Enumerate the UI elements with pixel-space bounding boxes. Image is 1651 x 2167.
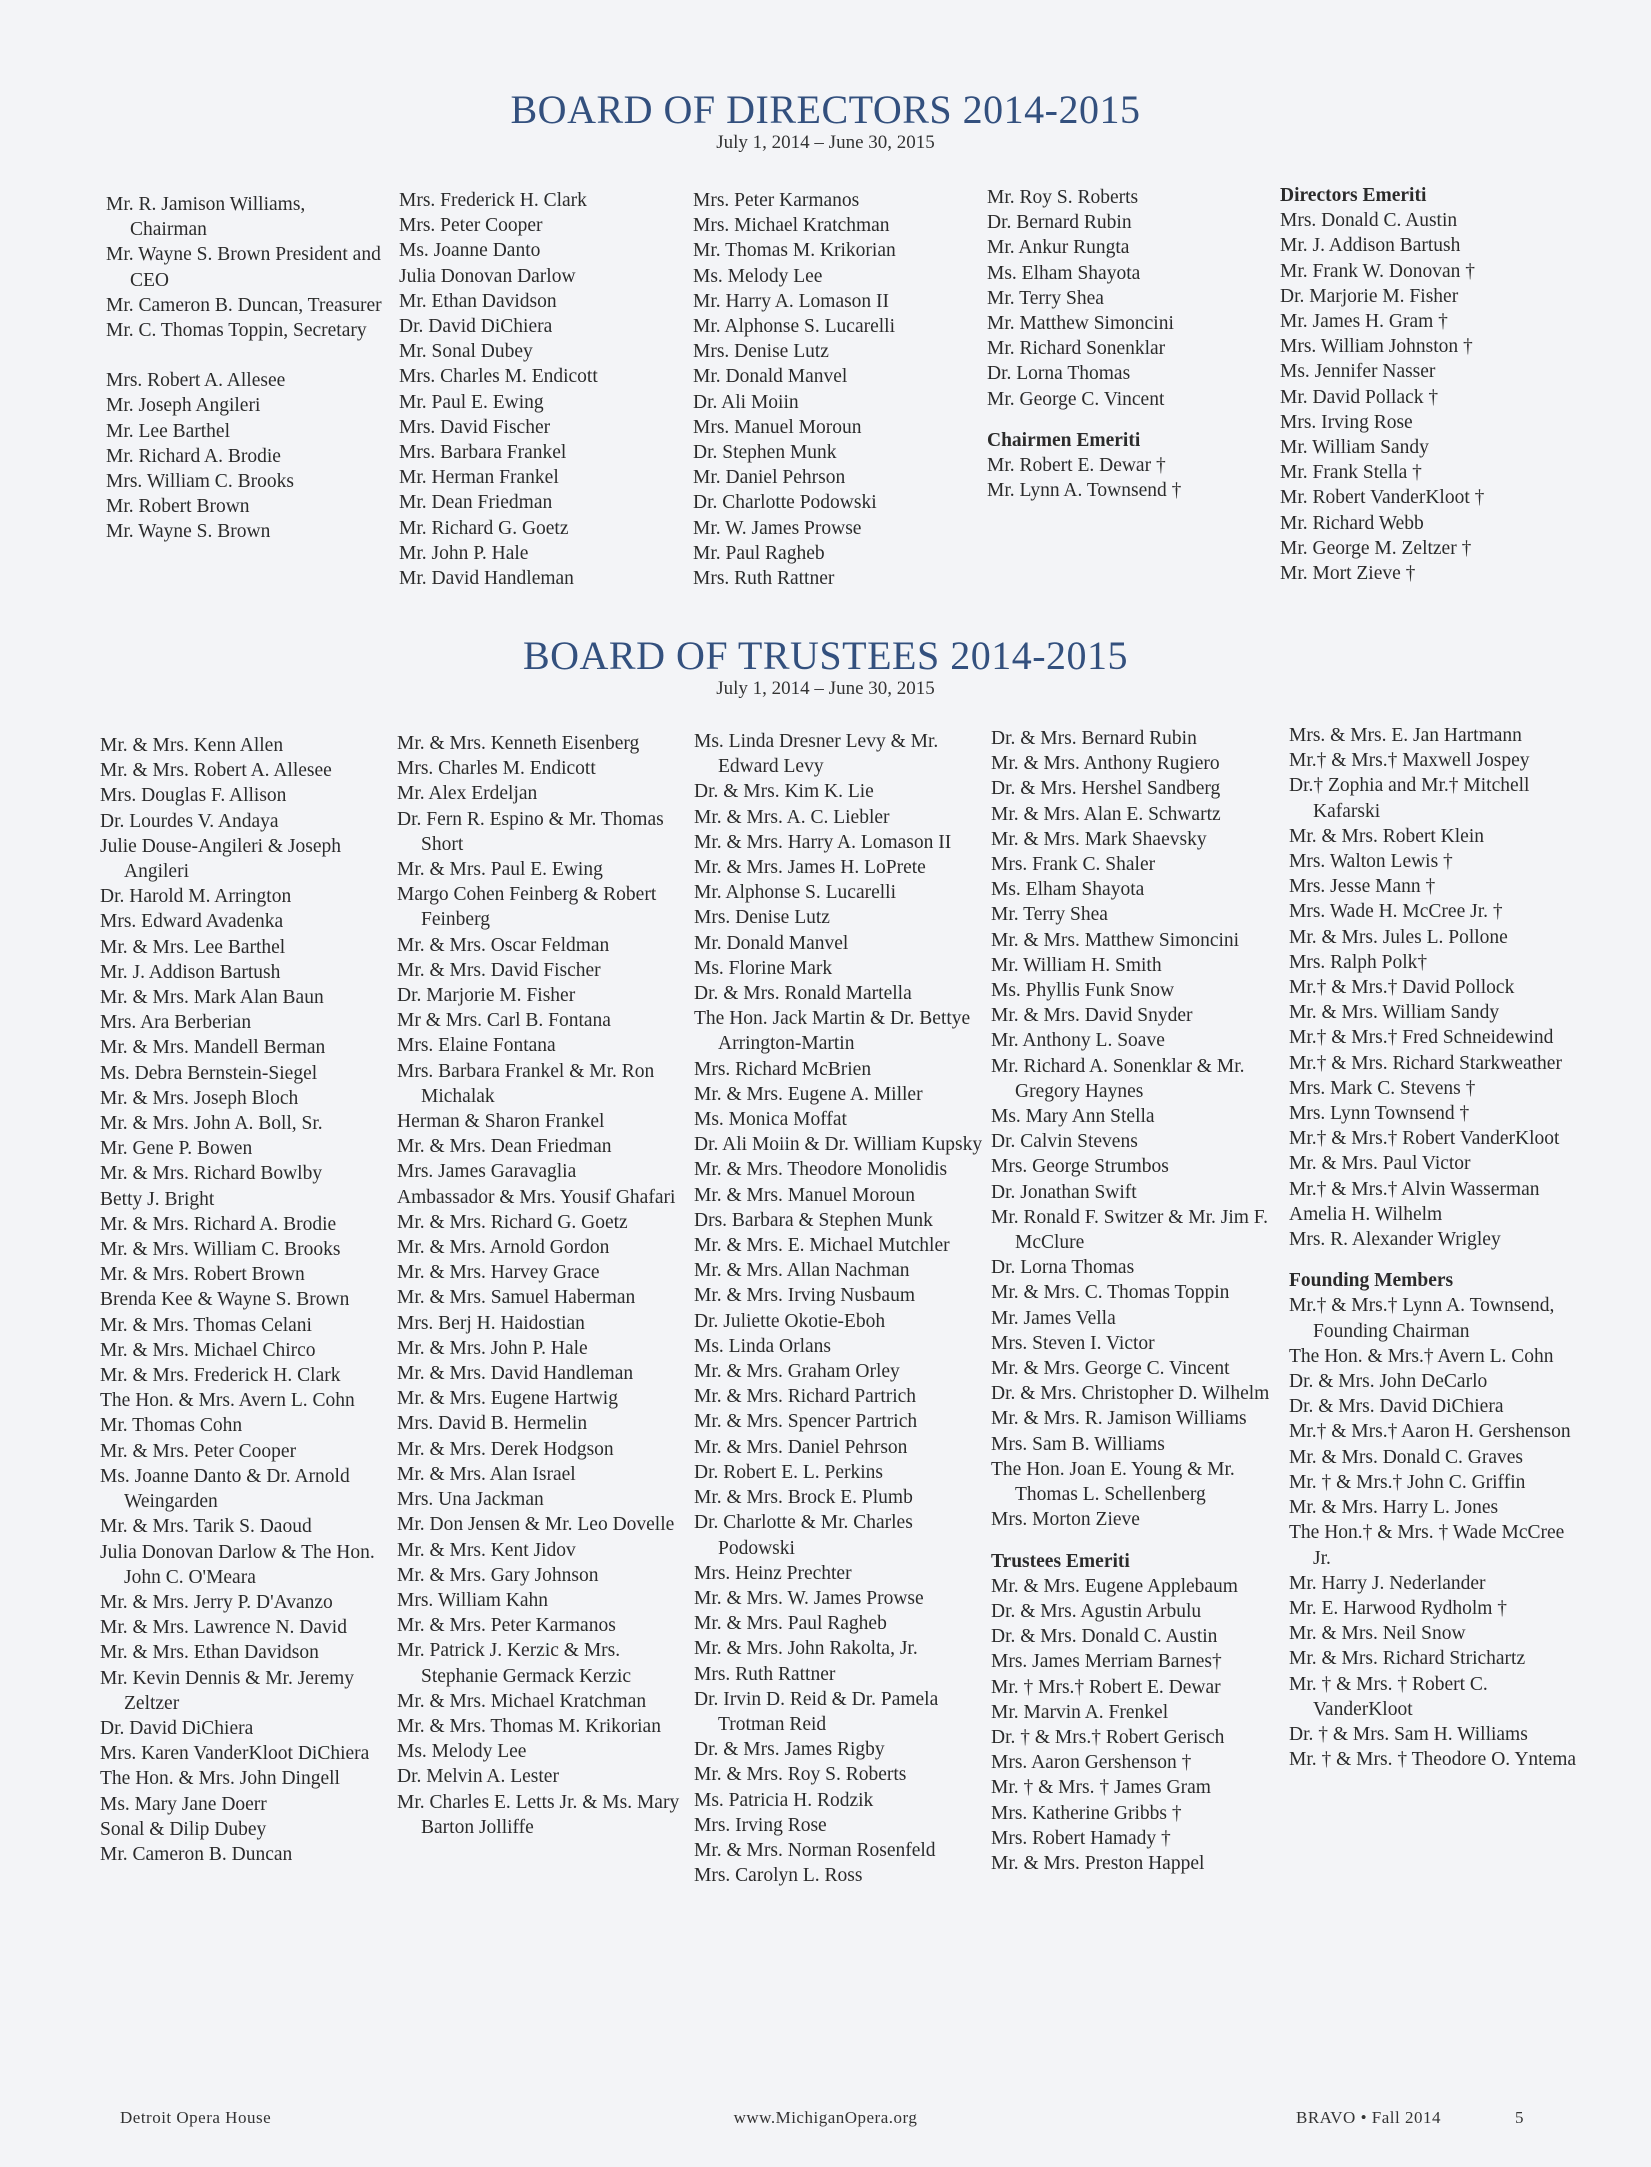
member-name: Mr. & Mrs. Thomas M. Krikorian <box>397 1715 661 1737</box>
member-name: Mrs. William Kahn <box>397 1589 549 1611</box>
member-name: Mrs. R. Alexander Wrigley <box>1289 1229 1501 1251</box>
member-name: Mr. Herman Frankel <box>399 467 559 489</box>
member-name: Mr. & Mrs. Kenn Allen <box>100 735 284 756</box>
member-name: Dr. Stephen Munk <box>693 442 837 464</box>
trustees-column-5 <box>1289 723 1579 1772</box>
member-name: Mr.† & Mrs.† Alvin Wasserman <box>1289 1178 1540 1200</box>
directors-list-4 <box>987 185 1267 412</box>
member-name: Brenda Kee & Wayne S. Brown <box>100 1289 350 1311</box>
member-name: Mr.† & Mrs.† Maxwell Jospey <box>1289 750 1530 772</box>
member-name: The Hon.† & Mrs. † Wade McCree Jr. <box>1289 1522 1565 1569</box>
member-name: Mrs. Katherine Gribbs † <box>991 1802 1182 1824</box>
member-name: Mr. Harry J. Nederlander <box>1289 1572 1486 1594</box>
member-name: Mr. Frank W. Donovan † <box>1280 260 1475 282</box>
member-name: Mrs. Michael Kratchman <box>693 215 890 237</box>
member-name: Mrs. James Garavaglia <box>397 1161 577 1183</box>
member-name: Mrs. Charles M. Endicott <box>397 758 596 780</box>
member-name: Mr. & Mrs. R. Jamison Williams <box>991 1408 1247 1430</box>
member-name: Mr. & Mrs. Arnold Gordon <box>397 1237 610 1259</box>
trustees-column-2 <box>397 731 687 1840</box>
trustees-column-3 <box>694 729 984 1888</box>
member-name: Mrs. Wade H. McCree Jr. † <box>1289 901 1503 923</box>
member-name: Mr.† & Mrs.† Lynn A. Townsend, Founding Chairman <box>1289 1295 1555 1342</box>
member-name: Mrs. Peter Karmanos <box>693 190 860 211</box>
member-name: Mr. & Mrs. David Handleman <box>397 1363 634 1385</box>
trustees-list-4 <box>991 726 1281 1533</box>
member-name: Mrs. Douglas F. Allison <box>100 785 287 807</box>
member-name: Mr. & Mrs. John P. Hale <box>397 1337 588 1359</box>
member-name: Mr. & Mrs. Anthony Rugiero <box>991 753 1220 775</box>
member-name: Dr. & Mrs. Christopher D. Wilhelm <box>991 1383 1270 1405</box>
member-name: Betty J. Bright <box>100 1188 215 1210</box>
member-name: Dr. David DiChiera <box>399 316 553 338</box>
member-name: Mr. & Mrs. Ethan Davidson <box>100 1642 319 1664</box>
member-name: Mr. Richard Sonenklar <box>987 338 1166 360</box>
directors-dates: July 1, 2014 – June 30, 2015 <box>716 132 935 153</box>
member-name: Mr. & Mrs. Frederick H. Clark <box>100 1365 341 1387</box>
member-name: Mr. Cameron B. Duncan, Treasurer <box>106 294 382 316</box>
member-name: Mrs. Manuel Moroun <box>693 416 862 438</box>
chairmen-emeriti-heading: Chairmen Emeriti <box>987 429 1141 451</box>
member-name: Mrs. & Mrs. E. Jan Hartmann <box>1289 725 1522 746</box>
member-name: Ms. Joanne Danto <box>399 240 541 262</box>
member-name: Ms. Patricia H. Rodzik <box>694 1789 874 1811</box>
member-name: Mr. & Mrs. Spencer Partrich <box>694 1411 918 1433</box>
member-name: Dr. Lorna Thomas <box>987 363 1131 385</box>
member-name: Mrs. Barbara Frankel <box>399 442 567 464</box>
member-name: Mr. Paul E. Ewing <box>399 391 544 413</box>
member-name: Mr. Alphonse S. Lucarelli <box>693 316 896 338</box>
member-name: Amelia H. Wilhelm <box>1289 1203 1443 1225</box>
member-name: Mr. Ronald F. Switzer & Mr. Jim F. McClure <box>991 1206 1268 1254</box>
member-name: Mrs. Steven I. Victor <box>991 1332 1155 1354</box>
member-name: Mr. J. Addison Bartush <box>100 961 281 983</box>
member-name: Mrs. Ara Berberian <box>100 1012 252 1034</box>
member-name: Dr. Melvin A. Lester <box>397 1766 559 1788</box>
directors-column-4 <box>987 185 1267 503</box>
member-name: Mr. James Vella <box>991 1307 1116 1329</box>
member-name: Mrs. Charles M. Endicott <box>399 366 598 388</box>
member-name: Dr. Charlotte & Mr. Charles Podowski <box>694 1512 913 1559</box>
member-name: Mr. & Mrs. Lee Barthel <box>100 936 286 958</box>
member-name: Mr. & Mrs. Robert Klein <box>1289 825 1484 847</box>
member-name: Mr. & Mrs. Robert Brown <box>100 1264 305 1286</box>
member-name: Mr. & Mrs. Robert A. Allesee <box>100 760 332 782</box>
member-name: Dr. David DiChiera <box>100 1717 254 1739</box>
trustees-emeriti-heading: Trustees Emeriti <box>991 1550 1130 1572</box>
member-name: Mr. & Mrs. Theodore Monolidis <box>694 1159 948 1181</box>
member-name: Mr. & Mrs. Neil Snow <box>1289 1623 1466 1645</box>
member-name: Mrs. Edward Avadenka <box>100 911 284 933</box>
member-name: Mr. & Mrs. Richard Strichartz <box>1289 1648 1526 1670</box>
member-name: Mr. & Mrs. W. James Prowse <box>694 1587 924 1609</box>
trustees-column-1 <box>100 733 390 1867</box>
member-name: Mrs. Frank C. Shaler <box>991 854 1156 876</box>
member-name: Mr. Terry Shea <box>987 287 1104 309</box>
member-name: Mr. & Mrs. Kent Jidov <box>397 1539 576 1561</box>
member-name: Mr. David Handleman <box>399 568 574 590</box>
member-name: Mr. & Mrs. Richard Bowlby <box>100 1163 323 1185</box>
member-name: Mr. & Mrs. John Rakolta, Jr. <box>694 1638 918 1660</box>
member-name: Mr. W. James Prowse <box>693 517 862 539</box>
member-name: Dr. & Mrs. Bernard Rubin <box>991 728 1197 749</box>
member-name: Dr. & Mrs. John DeCarlo <box>1289 1371 1488 1393</box>
member-name: Mr. & Mrs. Mark Shaevsky <box>991 828 1207 850</box>
member-name: Mr. & Mrs. Alan E. Schwartz <box>991 803 1221 825</box>
member-name: Mr. David Pollack † <box>1280 386 1439 408</box>
member-name: Ms. Melody Lee <box>397 1741 527 1763</box>
member-name: Mrs. Jesse Mann † <box>1289 876 1436 898</box>
founding-members-heading: Founding Members <box>1289 1270 1454 1292</box>
member-name: Mrs. Sam B. Williams <box>991 1433 1165 1455</box>
member-name: Mrs. Ralph Polk† <box>1289 951 1428 973</box>
member-name: Mr.† & Mrs.† Fred Schneidewind <box>1289 1027 1554 1049</box>
member-name: Dr. Bernard Rubin <box>987 212 1132 234</box>
member-name: Dr. † & Mrs.† Robert Gerisch <box>991 1726 1225 1748</box>
member-name: Mr. Gene P. Bowen <box>100 1138 253 1160</box>
member-name: Ms. Melody Lee <box>693 265 823 287</box>
member-name: Julie Douse-Angileri & Joseph Angileri <box>100 835 342 883</box>
member-name: Ms. Mary Ann Stella <box>991 1106 1155 1128</box>
member-name: Mr. & Mrs. Derek Hodgson <box>397 1438 614 1460</box>
directors-emeriti-heading: Directors Emeriti <box>1280 185 1427 206</box>
member-name: Dr. & Mrs. Kim K. Lie <box>694 781 874 803</box>
member-name: Mrs. David B. Hermelin <box>397 1413 588 1435</box>
member-name: Mr. & Mrs. Harry L. Jones <box>1289 1497 1499 1519</box>
member-name: Mr. & Mrs. James H. LoPrete <box>694 857 926 879</box>
member-name: Mrs. Denise Lutz <box>694 907 830 929</box>
member-name: Mr. Wayne S. Brown <box>106 521 271 543</box>
footer-venue: Detroit Opera House <box>120 2108 272 2127</box>
member-name: Mr. Harry A. Lomason II <box>693 290 890 312</box>
member-name: Mr. & Mrs. David Fischer <box>397 959 601 981</box>
member-name: Mr. & Mrs. Daniel Pehrson <box>694 1436 908 1458</box>
member-name: Mr. George C. Vincent <box>987 388 1165 410</box>
member-name: Mr. & Mrs. John A. Boll, Sr. <box>100 1113 323 1135</box>
member-name: Mr.† & Mrs. Richard Starkweather <box>1289 1052 1562 1074</box>
member-name: Mr. & Mrs. Kenneth Eisenberg <box>397 733 640 754</box>
member-name: Dr. Charlotte Podowski <box>693 492 877 514</box>
member-name: Mr. George M. Zeltzer † <box>1280 537 1472 559</box>
member-name: Dr. Ali Moiin & Dr. William Kupsky <box>694 1134 983 1156</box>
member-name: Mr. & Mrs. Joseph Bloch <box>100 1087 299 1109</box>
member-name: Mrs. Ruth Rattner <box>693 568 835 590</box>
member-name: Mr. & Mrs. C. Thomas Toppin <box>991 1282 1230 1304</box>
directors-column-3 <box>693 188 973 591</box>
member-name: Mr. Donald Manvel <box>694 932 849 954</box>
member-name: Mr. Ethan Davidson <box>399 290 557 312</box>
member-name: Mr. & Mrs. Oscar Feldman <box>397 934 610 956</box>
member-name: Mr. Alphonse S. Lucarelli <box>694 882 897 904</box>
member-name: Mrs. Peter Cooper <box>399 215 543 237</box>
member-name: Mrs. Robert Hamady † <box>991 1827 1171 1849</box>
member-name: Mr. & Mrs. Roy S. Roberts <box>694 1764 907 1786</box>
member-name: Mr. Paul Ragheb <box>693 542 825 564</box>
member-name: Mr. & Mrs. Brock E. Plumb <box>694 1487 913 1509</box>
member-name: Ms. Florine Mark <box>694 957 833 979</box>
member-name: Mr. & Mrs. Irving Nusbaum <box>694 1285 915 1307</box>
footer-publication: BRAVO • Fall 2014 <box>1296 2108 1441 2127</box>
member-name: Dr. Ali Moiin <box>693 391 799 413</box>
footer-website[interactable]: www.MichiganOpera.org <box>733 2108 918 2127</box>
page-number: 5 <box>1515 2108 1524 2127</box>
member-name: Mrs. David Fischer <box>399 416 551 438</box>
member-name: Mrs. Denise Lutz <box>693 341 829 363</box>
member-name: Ms. Elham Shayota <box>991 879 1145 901</box>
member-name: Mr. & Mrs. E. Michael Mutchler <box>694 1235 950 1257</box>
member-name: Mrs. Walton Lewis † <box>1289 851 1453 873</box>
member-name: The Hon. & Mrs.† Avern L. Cohn <box>1289 1345 1554 1367</box>
member-name: Ms. Phyllis Funk Snow <box>991 980 1175 1002</box>
member-name: Mr. † & Mrs. † Robert C. VanderKloot <box>1289 1673 1488 1720</box>
member-name: Mr. Richard A. Sonenklar & Mr. Gregory Haynes <box>991 1055 1245 1102</box>
member-name: Mrs. Mark C. Stevens † <box>1289 1077 1476 1099</box>
member-name: Mr. & Mrs. Peter Cooper <box>100 1440 297 1462</box>
member-name: Sonal & Dilip Dubey <box>100 1818 267 1840</box>
member-name: Mr. & Mrs. Eugene A. Miller <box>694 1083 923 1105</box>
member-name: Mr. Thomas Cohn <box>100 1415 243 1437</box>
member-name: The Hon. Jack Martin & Dr. Bettye Arrington-Martin <box>694 1008 971 1055</box>
member-name: Mr. † & Mrs.† John C. Griffin <box>1289 1471 1526 1493</box>
member-name: Mr. & Mrs. Dean Friedman <box>397 1136 612 1158</box>
member-name: Mr. & Mrs. Matthew Simoncini <box>991 929 1240 951</box>
member-name: Mr. Dean Friedman <box>399 492 553 514</box>
member-name: Ms. Debra Bernstein-Siegel <box>100 1062 318 1084</box>
member-name: Mr. Charles E. Letts Jr. & Ms. Mary Barton Jolliffe <box>397 1791 680 1838</box>
member-name: Mr. & Mrs. Norman Rosenfeld <box>694 1839 936 1861</box>
member-name: Mr. & Mrs. Gary Johnson <box>397 1564 599 1586</box>
member-name: Mr. † & Mrs. † Theodore O. Yntema <box>1289 1749 1577 1771</box>
member-name: Mr.† & Mrs.† David Pollock <box>1289 977 1515 999</box>
member-name: Mrs. Morton Zieve <box>991 1509 1140 1531</box>
member-name: Mrs. George Strumbos <box>991 1156 1169 1178</box>
directors-column-5 <box>1280 183 1560 586</box>
member-name: Mr. Anthony L. Soave <box>991 1030 1165 1052</box>
member-name: Mr. & Mrs. Preston Happel <box>991 1852 1205 1874</box>
member-name: Mr. Patrick J. Kerzic & Mrs. Stephanie Germack Kerzic <box>397 1640 632 1687</box>
member-name: Julia Donovan Darlow <box>399 265 576 287</box>
member-name: Mrs. Elaine Fontana <box>397 1035 556 1057</box>
member-name: Mr. Ankur Rungta <box>987 237 1130 259</box>
list-spacer <box>106 343 386 368</box>
member-name: Mrs. Una Jackman <box>397 1489 544 1511</box>
member-name: Mr. Robert Brown <box>106 496 250 518</box>
trustees-dates: July 1, 2014 – June 30, 2015 <box>716 678 935 699</box>
member-name: Mrs. Berj H. Haidostian <box>397 1312 585 1334</box>
member-name: Mr. & Mrs. Richard A. Brodie <box>100 1213 337 1235</box>
member-name: Mr. & Mrs. Paul Ragheb <box>694 1613 887 1635</box>
member-name: Mr. & Mrs. Thomas Celani <box>100 1314 312 1336</box>
member-name: Mr. Donald Manvel <box>693 366 848 388</box>
directors-emeriti-list <box>1280 208 1560 586</box>
member-name: Mr. Matthew Simoncini <box>987 313 1174 335</box>
member-name: Dr. Robert E. L. Perkins <box>694 1461 884 1483</box>
member-name: Ms. Jennifer Nasser <box>1280 361 1436 383</box>
member-name: Mrs. Frederick H. Clark <box>399 190 587 211</box>
member-name: Mr. & Mrs. Donald C. Graves <box>1289 1446 1523 1468</box>
directors-column-1 <box>106 192 386 545</box>
member-name: Dr. Irvin D. Reid & Dr. Pamela Trotman Reid <box>694 1688 939 1735</box>
member-name: Mr. & Mrs. Richard Partrich <box>694 1386 917 1408</box>
member-name: Mr. Richard G. Goetz <box>399 517 569 539</box>
member-name: Mr. & Mrs. A. C. Liebler <box>694 806 890 828</box>
member-name: Mr. Daniel Pehrson <box>693 467 846 489</box>
member-name: Ms. Mary Jane Doerr <box>100 1793 267 1815</box>
member-name: Mr. Joseph Angileri <box>106 395 261 417</box>
member-name: Mr. & Mrs. Michael Kratchman <box>397 1690 647 1712</box>
member-name: Dr. & Mrs. Agustin Arbulu <box>991 1600 1202 1622</box>
member-name: Mr. Kevin Dennis & Mr. Jeremy Zeltzer <box>100 1667 355 1714</box>
member-name: Mrs. Ruth Rattner <box>694 1663 836 1685</box>
member-name: Mrs. Donald C. Austin <box>1280 210 1458 232</box>
member-name: Mr. & Mrs. Peter Karmanos <box>397 1615 616 1637</box>
member-name: Mr. Wayne S. Brown President and CEO <box>106 244 381 291</box>
member-name: Dr. Lourdes V. Andaya <box>100 810 279 832</box>
member-name: Mr. Don Jensen & Mr. Leo Dovelle <box>397 1514 675 1536</box>
member-name: Mr. Terry Shea <box>991 904 1108 926</box>
member-name: Dr. & Mrs. Donald C. Austin <box>991 1626 1218 1648</box>
member-name: The Hon. & Mrs. Avern L. Cohn <box>100 1390 355 1412</box>
member-name: Mr. Sonal Dubey <box>399 341 533 363</box>
member-name: Mr. Cameron B. Duncan <box>100 1843 293 1865</box>
member-name: Mrs. Carolyn L. Ross <box>694 1865 863 1887</box>
member-name: Mrs. Barbara Frankel & Mr. Ron Michalak <box>397 1060 655 1107</box>
member-name: Mr. Richard Webb <box>1280 512 1424 534</box>
member-name: Mr. & Mrs. Harvey Grace <box>397 1262 600 1284</box>
member-name: Mr. & Mrs. Allan Nachman <box>694 1260 910 1282</box>
member-name: Mr. & Mrs. Alan Israel <box>397 1463 576 1485</box>
member-name: Mr. Lee Barthel <box>106 420 230 442</box>
member-name: Mrs. William Johnston † <box>1280 336 1473 358</box>
member-name: Ms. Linda Dresner Levy & Mr. Edward Levy <box>694 731 939 778</box>
member-name: Mr. & Mrs. Mark Alan Baun <box>100 987 324 1009</box>
member-name: Mr.† & Mrs.† Robert VanderKloot <box>1289 1128 1560 1150</box>
member-name: Margo Cohen Feinberg & Robert Feinberg <box>397 884 657 931</box>
member-name: Dr. † & Mrs. Sam H. Williams <box>1289 1723 1528 1745</box>
member-name: Mrs. Richard McBrien <box>694 1058 872 1080</box>
member-name: Mrs. Robert A. Allesee <box>106 370 286 392</box>
member-name: Mr. C. Thomas Toppin, Secretary <box>106 320 367 342</box>
member-name: Mr. & Mrs. Richard G. Goetz <box>397 1211 628 1233</box>
member-name: Ms. Joanne Danto & Dr. Arnold Weingarden <box>100 1465 350 1513</box>
member-name: Mr. William H. Smith <box>991 954 1162 976</box>
member-name: Mr. R. Jamison Williams, Chairman <box>106 194 306 241</box>
directors-heading: BOARD OF DIRECTORS 2014-2015 <box>510 87 1141 132</box>
member-name: Ms. Elham Shayota <box>987 262 1141 284</box>
member-name: Ms. Monica Moffat <box>694 1109 847 1131</box>
member-name: Mr. Frank Stella † <box>1280 462 1422 484</box>
member-name: Mr. & Mrs. William C. Brooks <box>100 1239 341 1261</box>
member-name: Dr. & Mrs. James Rigby <box>694 1739 885 1761</box>
member-name: Mr. & Mrs. Eugene Hartwig <box>397 1388 618 1410</box>
member-name: Drs. Barbara & Stephen Munk <box>694 1209 933 1231</box>
member-name: Mr. Alex Erdeljan <box>397 783 538 805</box>
member-name: Mr. Robert VanderKloot † <box>1280 487 1485 509</box>
trustees-column-4 <box>991 726 1281 1876</box>
member-name: Mr. John P. Hale <box>399 542 529 564</box>
chairmen-emeriti-list <box>987 453 1267 503</box>
member-name: Ambassador & Mrs. Yousif Ghafari <box>397 1186 676 1208</box>
member-name: Dr. Lorna Thomas <box>991 1257 1135 1279</box>
founding-members-list <box>1289 1293 1579 1772</box>
member-name: Dr.† Zophia and Mr.† Mitchell Kafarski <box>1289 775 1530 822</box>
member-name: Mr. & Mrs. Paul Victor <box>1289 1153 1471 1175</box>
member-name: Mrs. Heinz Prechter <box>694 1562 852 1584</box>
directors-column-2 <box>399 188 679 591</box>
member-name: Mrs. William C. Brooks <box>106 471 294 493</box>
trustees-list-5 <box>1289 723 1579 1252</box>
member-name: Dr. Jonathan Swift <box>991 1181 1137 1203</box>
member-name: Mr. Richard A. Brodie <box>106 445 281 467</box>
member-name: Mr. Marvin A. Frenkel <box>991 1701 1169 1723</box>
member-name: Mr. † & Mrs. † James Gram <box>991 1777 1211 1799</box>
member-name: Dr. Marjorie M. Fisher <box>1280 285 1459 307</box>
member-name: Dr. & Mrs. Ronald Martella <box>694 983 912 1005</box>
member-name: Mr. James H. Gram † <box>1280 311 1448 333</box>
member-name: Mrs. Aaron Gershenson † <box>991 1752 1192 1774</box>
member-name: Mr. & Mrs. William Sandy <box>1289 1002 1500 1024</box>
member-name: Dr. & Mrs. Hershel Sandberg <box>991 778 1221 800</box>
member-name: The Hon. Joan E. Young & Mr. Thomas L. Schellenberg <box>991 1458 1235 1506</box>
member-name: Mr. & Mrs. Lawrence N. David <box>100 1617 347 1639</box>
member-name: Mr. Thomas M. Krikorian <box>693 240 896 262</box>
member-name: Mr. Lynn A. Townsend † <box>987 480 1182 502</box>
member-name: The Hon. & Mrs. John Dingell <box>100 1768 340 1790</box>
member-name: Mr. J. Addison Bartush <box>1280 235 1461 257</box>
member-name: Dr. Fern R. Espino & Mr. Thomas Short <box>397 808 664 855</box>
member-name: Mr. & Mrs. Michael Chirco <box>100 1339 316 1361</box>
trustees-emeriti-list <box>991 1574 1281 1876</box>
member-name: Dr. Calvin Stevens <box>991 1131 1138 1153</box>
member-name: Mr. & Mrs. Eugene Applebaum <box>991 1575 1238 1597</box>
member-name: Mrs. Lynn Townsend † <box>1289 1103 1470 1125</box>
member-name: Mr. Roy S. Roberts <box>987 187 1139 208</box>
member-name: Mrs. Irving Rose <box>694 1814 827 1836</box>
member-name: Mrs. Karen VanderKloot DiChiera <box>100 1743 370 1765</box>
member-name: Mr. & Mrs. Jules L. Pollone <box>1289 926 1508 948</box>
member-name: Mr. & Mrs. David Snyder <box>991 1005 1193 1027</box>
member-name: Dr. Juliette Okotie-Eboh <box>694 1310 886 1332</box>
member-name: Mr.† & Mrs.† Aaron H. Gershenson <box>1289 1421 1571 1443</box>
member-name: Mr. & Mrs. Jerry P. D'Avanzo <box>100 1591 333 1613</box>
member-name: Dr. Marjorie M. Fisher <box>397 985 576 1007</box>
member-name: Herman & Sharon Frankel <box>397 1111 605 1133</box>
member-name: Mr. Mort Zieve † <box>1280 563 1416 585</box>
member-name: Mr. & Mrs. Harry A. Lomason II <box>694 831 952 853</box>
member-name: Mr & Mrs. Carl B. Fontana <box>397 1010 611 1032</box>
member-name: Mr. Robert E. Dewar † <box>987 455 1166 477</box>
member-name: Dr. & Mrs. David DiChiera <box>1289 1396 1504 1418</box>
member-name: Mr. & Mrs. Manuel Moroun <box>694 1184 915 1206</box>
member-name: Julia Donovan Darlow & The Hon. John C. O'Meara <box>100 1541 375 1588</box>
member-name: Mr. & Mrs. Graham Orley <box>694 1361 900 1383</box>
member-name: Mr. † Mrs.† Robert E. Dewar <box>991 1676 1221 1698</box>
member-name: Mr. E. Harwood Rydholm † <box>1289 1597 1508 1619</box>
member-name: Mr. & Mrs. George C. Vincent <box>991 1358 1230 1380</box>
member-name: Mr. William Sandy <box>1280 437 1429 459</box>
member-name: Mr. & Mrs. Samuel Haberman <box>397 1287 636 1309</box>
member-name: Mr. & Mrs. Tarik S. Daoud <box>100 1516 312 1538</box>
member-name: Dr. Harold M. Arrington <box>100 886 292 908</box>
member-name: Mr. & Mrs. Mandell Berman <box>100 1037 326 1059</box>
member-name: Ms. Linda Orlans <box>694 1335 832 1357</box>
member-name: Mrs. Irving Rose <box>1280 411 1413 433</box>
member-name: Mr. & Mrs. Paul E. Ewing <box>397 859 603 881</box>
member-name: Mrs. James Merriam Barnes† <box>991 1651 1222 1673</box>
trustees-heading: BOARD OF TRUSTEES 2014-2015 <box>522 633 1129 678</box>
